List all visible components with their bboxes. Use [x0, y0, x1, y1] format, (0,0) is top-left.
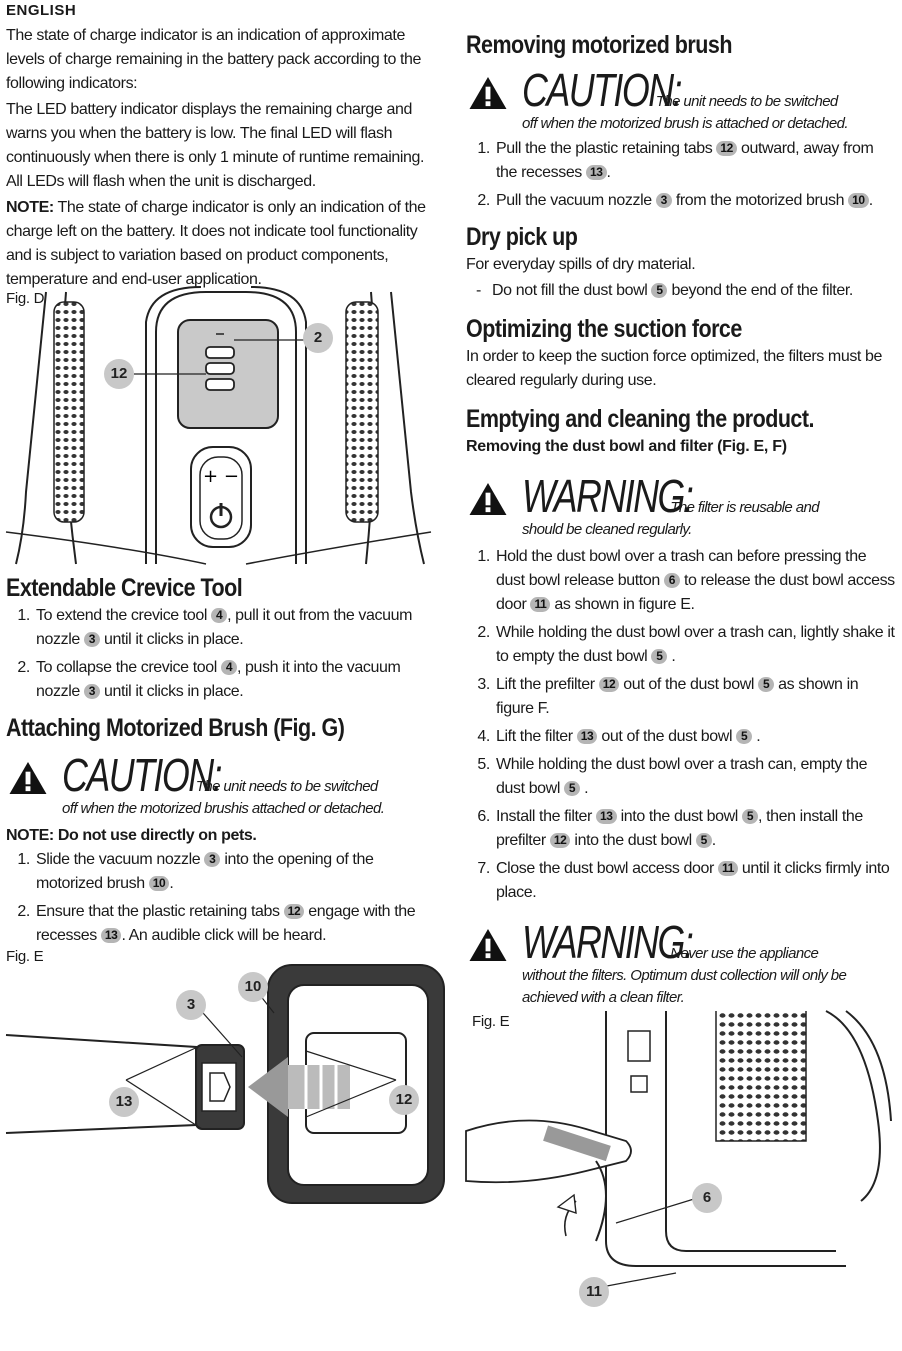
callout-11: 11: [579, 1277, 609, 1307]
emptying-subtitle: Removing the dust bowl and filter (Fig. E, F): [466, 438, 787, 455]
intro-paragraph-1: The state of charge indicator is an indication of approximate levels of charge remaining in the battery pack according to the following indicators:: [6, 27, 422, 92]
list-item: 4. Lift the filter 13 out of the dust bowl 5 .: [494, 725, 896, 749]
caution-word: CAUTION:: [522, 64, 681, 116]
part-badge: 13: [586, 165, 607, 180]
list-item: 2. To collapse the crevice tool 4 , push it into the vacuum nozzle 3 until it clicks in place.: [34, 656, 436, 704]
part-badge: 13: [577, 729, 598, 744]
warning-text-2: without the filters. Optimum dust collection will only be achieved with a clean filter.: [522, 967, 847, 1006]
intro-paragraph-2: The LED battery indicator displays the remaining charge and warns you when the battery is low. The final LED will flash continuously when there is only 1 minute of runtime remaining. All LEDs will flash when the unit is discharged.: [6, 101, 425, 190]
part-badge: 3: [84, 632, 100, 647]
dry-title: Dry pick up: [466, 223, 578, 251]
callout-6: 6: [692, 1183, 722, 1213]
warning-block: [466, 470, 896, 541]
part-badge: 3: [656, 193, 672, 208]
part-badge: 10: [149, 876, 170, 891]
fig-d-label: Fig. D: [6, 290, 45, 307]
dry-text: For everyday spills of dry material.: [466, 256, 696, 273]
part-badge: 11: [530, 597, 550, 612]
crevice-title: Extendable Crevice Tool: [6, 574, 243, 602]
warning-text-2: should be cleaned regularly.: [522, 521, 692, 538]
emptying-title: Emptying and cleaning the product.: [466, 405, 814, 433]
list-item: 7. Close the dust bowl access door 11 until it clicks firmly into place.: [494, 857, 896, 905]
part-badge: 5: [651, 649, 667, 664]
list-item: 1. Hold the dust bowl over a trash can before pressing the dust bowl release button 6 to release the dust bowl access door 11 as shown in figure E.: [494, 545, 896, 617]
caution-text-2: off when the motorized brush is attached or detached.: [522, 115, 848, 132]
list-item: 5. While holding the dust bowl over a trash can, empty the dust bowl 5 .: [494, 753, 896, 801]
warning-triangle-icon: [468, 927, 508, 963]
fig-e-left-label: Fig. E: [6, 948, 44, 965]
part-badge: 6: [664, 573, 680, 588]
list-item: 2. Ensure that the plastic retaining tabs 12 engage with the recesses 13 . An audible click will be heard.: [34, 900, 436, 948]
warning-word: WARNING:: [522, 916, 693, 968]
list-item: 3. Lift the prefilter 12 out of the dust bowl 5 as shown in figure F.: [494, 673, 896, 721]
part-badge: 13: [596, 809, 617, 824]
part-badge: 5: [696, 833, 712, 848]
part-badge: 10: [848, 193, 869, 208]
part-badge: 5: [742, 809, 758, 824]
warning-triangle-icon: [468, 75, 508, 111]
list-item: 1. Pull the the plastic retaining tabs 12 outward, away from the recesses 13 .: [494, 137, 896, 185]
pets-note: NOTE: Do not use directly on pets.: [6, 827, 257, 844]
dry-bullet: - Do not fill the dust bowl 5 beyond the end of the filter.: [466, 279, 896, 303]
note-text: The state of charge indicator is only an indication of the charge left on the battery. It does not indicate tool functionality and is subject to variation based on product components, temperature and end-user application.: [6, 199, 426, 288]
caution-text-2: off when the motorized brushis attached or detached.: [62, 800, 385, 817]
warning-triangle-icon: [8, 760, 48, 796]
callout-12: 12: [389, 1085, 419, 1115]
list-item: 1. To extend the crevice tool 4 , pull it out from the vacuum nozzle 3 until it clicks in place.: [34, 604, 436, 652]
part-badge: 11: [718, 861, 738, 876]
warning-text-1: Never use the appliance: [670, 945, 819, 962]
list-item: 1. Slide the vacuum nozzle 3 into the opening of the motorized brush 10 .: [34, 848, 436, 896]
part-badge: 12: [284, 904, 305, 919]
callout-3: 3: [176, 990, 206, 1020]
suction-title: Optimizing the suction force: [466, 315, 742, 343]
caution-text-1: The unit needs to be switched: [655, 93, 838, 110]
handheld-vacuum-illustration: [6, 292, 431, 564]
emptying-steps: [466, 545, 896, 905]
figure-e-left: [6, 965, 446, 1285]
list-item: 2. Pull the vacuum nozzle 3 from the motorized brush 10 .: [494, 189, 896, 213]
caution-word: CAUTION:: [62, 749, 221, 801]
caution-block: [6, 749, 436, 820]
warning-text-1: The filter is reusable and: [670, 499, 819, 516]
warning-triangle-icon: [468, 481, 508, 517]
callout-10: 10: [238, 972, 268, 1002]
figure-d: [6, 292, 431, 564]
attach-title: Attaching Motorized Brush (Fig. G): [6, 714, 345, 742]
callout-12: 12: [104, 359, 134, 389]
part-badge: 5: [651, 283, 667, 298]
remove-title: Removing motorized brush: [466, 31, 732, 59]
attach-steps: [6, 848, 436, 948]
part-badge: 3: [84, 684, 100, 699]
part-badge: 12: [716, 141, 737, 156]
right-column: [466, 0, 896, 1300]
part-badge: 12: [599, 677, 620, 692]
crevice-steps: [6, 604, 436, 704]
warning-block-2: [466, 916, 896, 1009]
note-label: NOTE:: [6, 199, 54, 216]
part-badge: 3: [204, 852, 220, 867]
part-badge: 12: [550, 833, 571, 848]
warning-word: WARNING:: [522, 470, 693, 522]
svg-text:+ −: + −: [203, 466, 239, 487]
remove-steps: [466, 137, 896, 213]
language-label: ENGLISH: [6, 2, 77, 19]
list-item: 2. While holding the dust bowl over a trash can, lightly shake it to empty the dust bowl 5 .: [494, 621, 896, 669]
part-badge: 13: [101, 928, 122, 943]
note-paragraph: [6, 196, 436, 292]
part-badge: 5: [736, 729, 752, 744]
part-badge: 4: [211, 608, 227, 623]
motorized-brush-illustration: [6, 965, 446, 1285]
figure-e-right: [466, 1011, 896, 1300]
left-column: [6, 0, 436, 1285]
fig-e-right-label: Fig. E: [472, 1013, 510, 1030]
part-badge: 5: [564, 781, 580, 796]
callout-2: 2: [303, 323, 333, 353]
caution-text-1: The unit needs to be switched: [195, 778, 378, 795]
part-badge: 4: [221, 660, 237, 675]
suction-text: In order to keep the suction force optimized, the filters must be cleared regularly during use.: [466, 348, 883, 389]
part-badge: 5: [758, 677, 774, 692]
callout-13: 13: [109, 1087, 139, 1117]
list-item: 6. Install the filter 13 into the dust bowl 5 , then install the prefilter 12 into the dust bowl 5 .: [494, 805, 896, 853]
dust-bowl-illustration: [466, 1011, 896, 1291]
caution-block: [466, 64, 896, 135]
